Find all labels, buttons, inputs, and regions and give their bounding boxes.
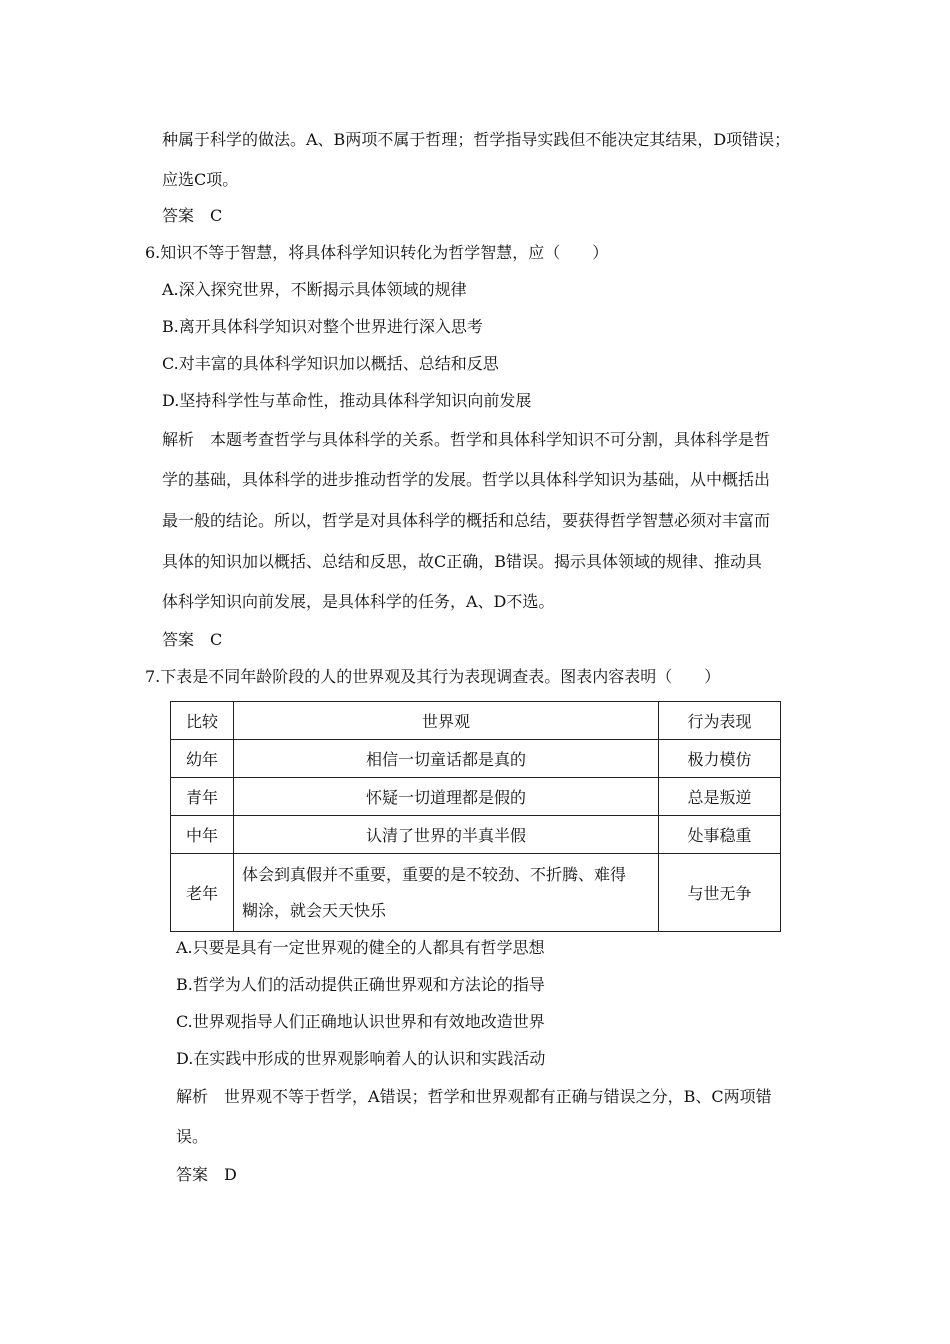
q6-explanation-line-5: 体科学知识向前发展，是具体科学的任务，A、D不选。 [162,592,555,611]
q7-explanation-text-1: 世界观不等于哲学，A错误；哲学和世界观都有正确与错误之分，B、C两项错 [224,1087,772,1106]
q7-stem: 7.下表是不同年龄阶段的人的世界观及其行为表现调查表。图表内容表明（ ） [145,667,721,686]
table-cell-age: 老年 [171,854,234,932]
q5-explanation-line-2: 应选C项。 [162,170,239,189]
q6-explanation-label: 解析 [162,430,195,449]
table-row [171,854,781,932]
q7-answer-value: D [224,1165,237,1184]
table-cell-age: 青年 [171,778,234,816]
q5-answer-label: 答案 [162,206,195,225]
q7-option-a: A.只要是具有一定世界观的健全的人都具有哲学思想 [176,938,545,957]
q6-explanation-line-4: 具体的知识加以概括、总结和反思，故C正确，B错误。揭示具体领域的规律、推动具 [162,552,763,571]
table-cell-worldview: 怀疑一切道理都是假的 [234,778,659,816]
survey-table [170,701,781,932]
table-row [171,778,781,816]
q7-explanation-line-2: 误。 [176,1127,209,1146]
q6-option-c: C.对丰富的具体科学知识加以概括、总结和反思 [162,354,499,373]
q5-answer [162,206,222,226]
table-cell-worldview [234,854,659,932]
table-cell-worldview-line-2: 糊涂，就会天天快乐 [242,900,387,920]
table-cell-age: 中年 [171,816,234,854]
table-cell-behavior: 总是叛逆 [659,778,781,816]
table-row [171,816,781,854]
q6-explanation-line-2: 学的基础，具体科学的进步推动哲学的发展。哲学以具体科学知识为基础，从中概括出 [162,470,771,489]
table-cell-behavior: 与世无争 [659,854,781,932]
q5-explanation-line-1: 种属于科学的做法。A、B两项不属于哲理；哲学指导实践但不能决定其结果，D项错误； [162,130,791,149]
table-header-behavior: 行为表现 [659,702,781,740]
table-cell-worldview: 认清了世界的半真半假 [234,816,659,854]
q7-option-b: B.哲学为人们的活动提供正确世界观和方法论的指导 [176,975,545,994]
q6-option-a: A.深入探究世界，不断揭示具体领域的规律 [162,280,467,299]
table-cell-worldview: 相信一切童话都是真的 [234,740,659,778]
table-cell-worldview-line-1: 体会到真假并不重要，重要的是不较劲、不折腾、难得 [242,864,627,884]
table-cell-behavior: 极力模仿 [659,740,781,778]
table-cell-behavior: 处事稳重 [659,816,781,854]
table-header-row [171,702,781,740]
q7-answer-label: 答案 [176,1165,209,1184]
q7-option-c: C.世界观指导人们正确地认识世界和有效地改造世界 [176,1012,545,1031]
q6-option-d: D.坚持科学性与革命性，推动具体科学知识向前发展 [162,391,532,410]
table-header-compare: 比较 [171,702,234,740]
q6-explanation-line-3: 最一般的结论。所以，哲学是对具体科学的概括和总结，要获得哲学智慧必须对丰富而 [162,511,771,530]
table-header-worldview: 世界观 [234,702,659,740]
q5-answer-value: C [210,206,223,225]
q6-explanation-text-1: 本题考查哲学与具体科学的关系。哲学和具体科学知识不可分割，具体科学是哲 [210,430,771,449]
q6-answer-value: C [210,630,223,649]
q6-answer [162,630,222,650]
q6-explanation-line-1 [162,430,770,450]
q7-option-d: D.在实践中形成的世界观影响着人的认识和实践活动 [176,1049,546,1068]
q7-explanation-label: 解析 [176,1087,209,1106]
q6-option-b: B.离开具体科学知识对整个世界进行深入思考 [162,317,483,336]
table-row [171,740,781,778]
q6-answer-label: 答案 [162,630,195,649]
q7-answer [176,1165,237,1185]
q7-explanation-line-1 [176,1087,772,1107]
q6-stem: 6.知识不等于智慧，将具体科学知识转化为哲学智慧，应（ ） [145,243,609,262]
table-cell-age: 幼年 [171,740,234,778]
